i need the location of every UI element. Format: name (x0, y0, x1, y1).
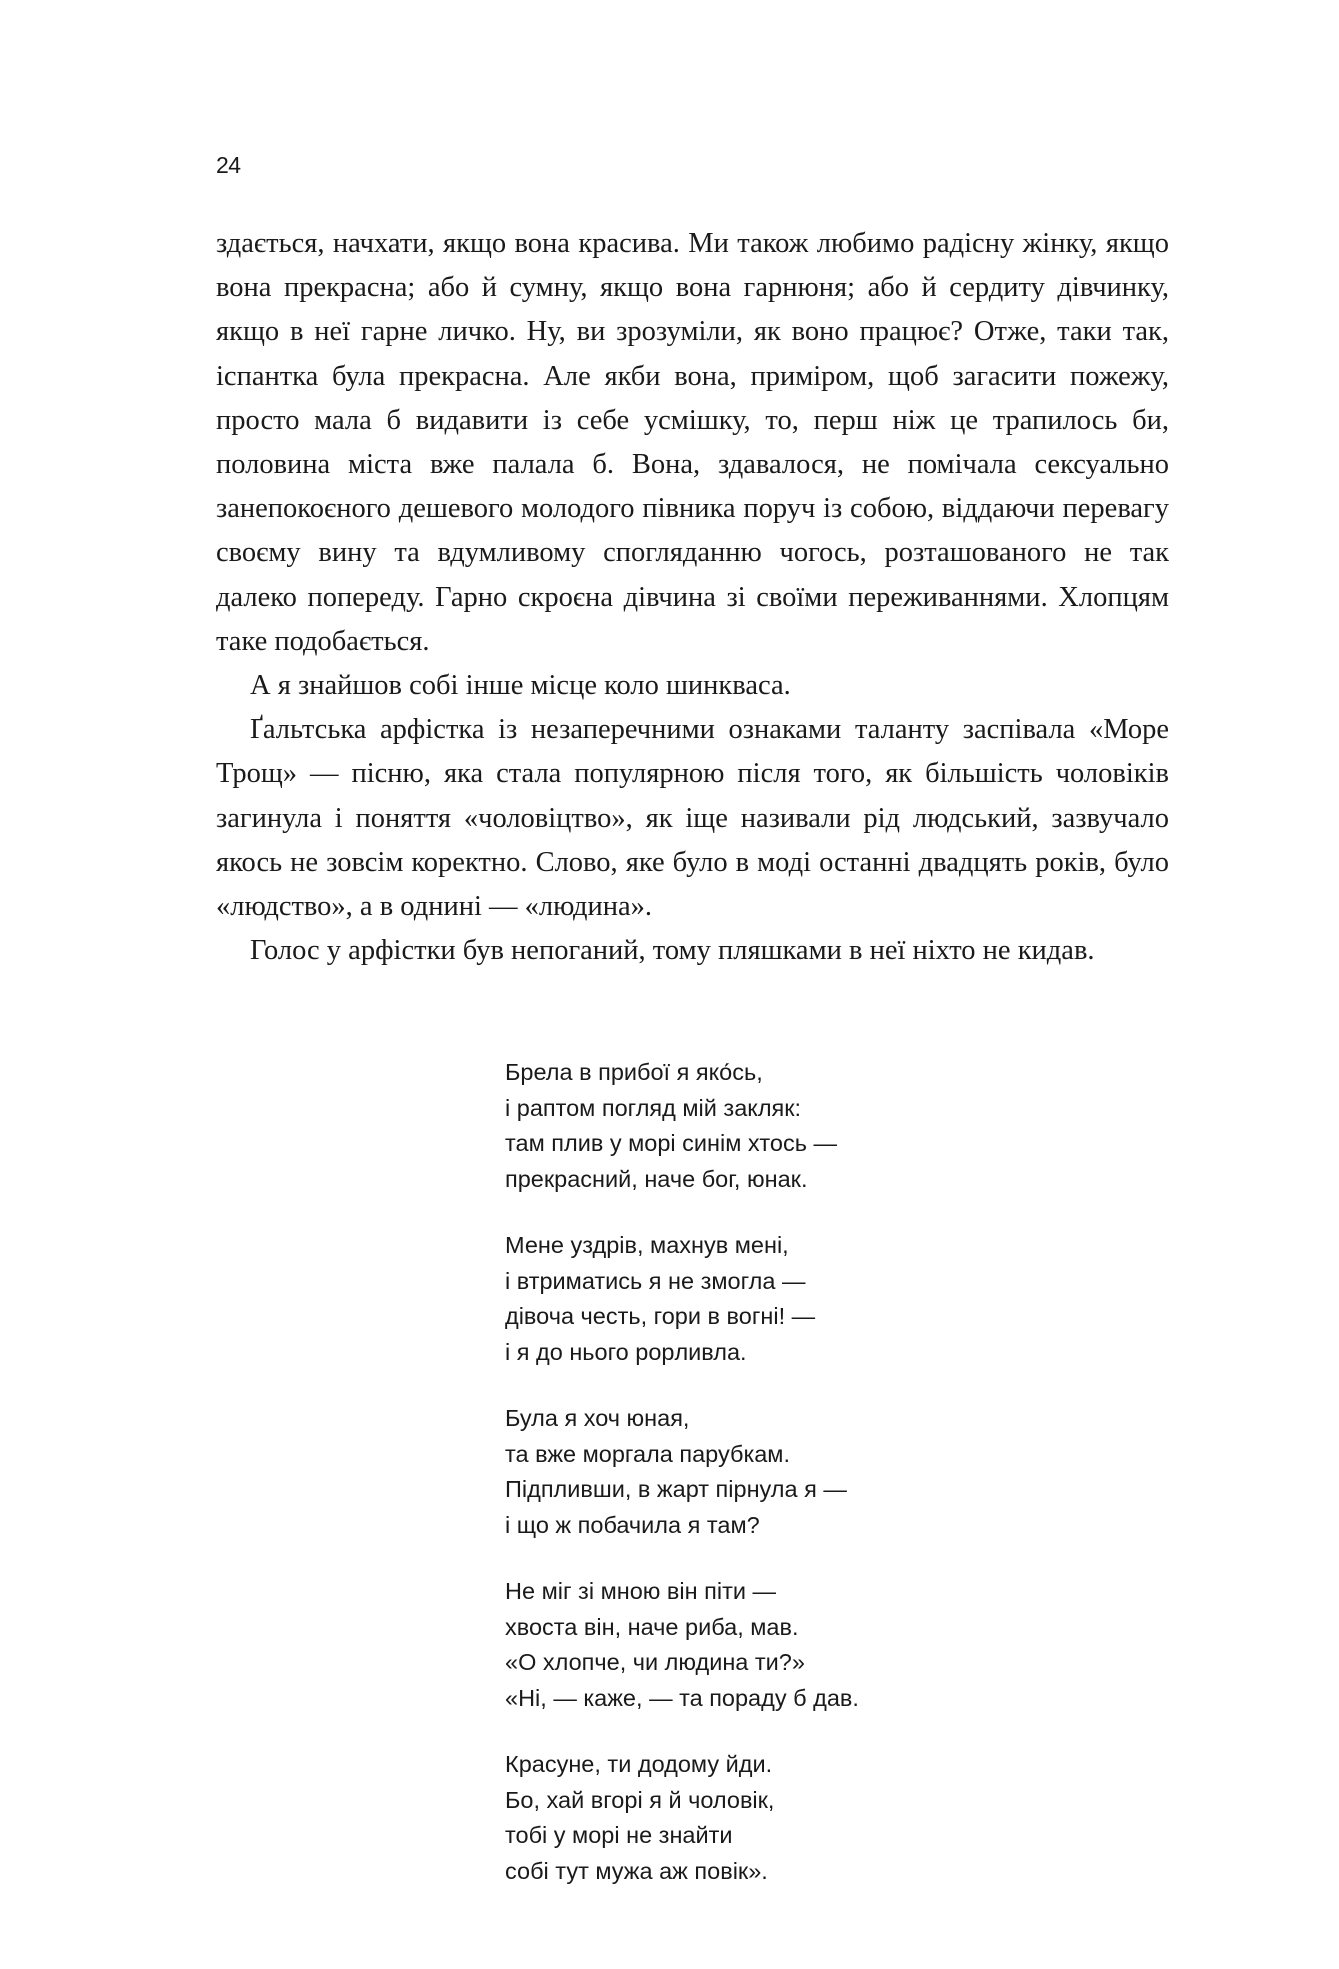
verse-line: та вже моргала парубкам. (505, 1440, 790, 1467)
stanza (505, 1228, 1065, 1370)
verse-line: прекрасний, наче бог, юнак. (505, 1165, 808, 1192)
verse-line: тобі у морі не знайти (505, 1822, 733, 1848)
song-verse-block (505, 1055, 1065, 1889)
verse-line: Мене уздрів, махнув мені, (505, 1232, 789, 1258)
paragraph: здається, начхати, якщо вона красива. Ми також любимо радісну жінку, якщо вона прекрасна; або й сумну, якщо вона гарнюня; або й сердиту дівчинку, якщо в неї гарне личко. Ну, ви зрозуміли, як воно працює? Отже, таки так, іспантка була прекрасна. Але якби вона, приміром, щоб загасити пожежу, просто мала б видавити із себе усмішку, то, перш ніж це трапилось би, половина міста вже палала б. Вона, здавалося, не помічала сексуально занепокоєного дешевого молодого півника поруч із собою, віддаючи перевагу своєму вину та вдумливому спогляданню чогось, розташованого не так далеко попереду. Гарно скроєна дівчина зі своїми переживаннями. Хлопцям таке подобається. (216, 228, 1169, 657)
verse-line: Бо, хай вгорі я й чоловік, (505, 1786, 775, 1813)
verse-line: дівоча честь, гори в вогні! — (505, 1303, 816, 1329)
stanza (505, 1055, 1065, 1197)
verse-line: і раптом погляд мій закляк: (505, 1094, 802, 1121)
verse-line: Красуне, ти додому йди. (505, 1751, 773, 1777)
verse-line: «Ні, — каже, — та пораду б дав. (505, 1684, 859, 1711)
verse-line: Була я хоч юная, (505, 1405, 690, 1431)
paragraph: Голос у арфістки був непоганий, тому пляшками в неї ніхто не кидав. (250, 935, 1095, 967)
verse-line: «О хлопче, чи людина ти?» (505, 1649, 805, 1675)
paragraph: Ґальтська арфістка із незаперечними ознаками таланту заспівала «Море Трощ» — пісню, яка стала популярною після того, як більшість чоловіків загинула і поняття «чоловіцтво», як іще називали рід людський, зазвучало якось не зовсім коректно. Слово, яке було в моді останні двадцять років, було «людство», а в однині — «людина». (216, 714, 1169, 923)
verse-line: там плив у морі синім хтось — (505, 1130, 837, 1156)
stanza (505, 1401, 1065, 1543)
verse-line: Не міг зі мною він піти — (505, 1578, 777, 1604)
verse-line: і я до нього popливла. (505, 1338, 747, 1365)
page-number: 24 (216, 152, 241, 178)
body-text (216, 222, 1169, 973)
stanza (505, 1574, 1065, 1716)
verse-line: і що ж побачила я там? (505, 1511, 760, 1538)
verse-line: хвоста він, наче риба, мав. (505, 1613, 799, 1640)
verse-line: і втриматись я не змогла — (505, 1267, 806, 1294)
paragraph: А я знайшов собі інше місце коло шинкваса. (250, 670, 791, 702)
verse-line: собі тут мужа аж повік». (505, 1857, 768, 1884)
stanza (505, 1747, 1065, 1889)
verse-line: Підпливши, в жарт пірнула я — (505, 1476, 847, 1502)
verse-line: Брела в прибої я яко́сь, (505, 1059, 763, 1085)
